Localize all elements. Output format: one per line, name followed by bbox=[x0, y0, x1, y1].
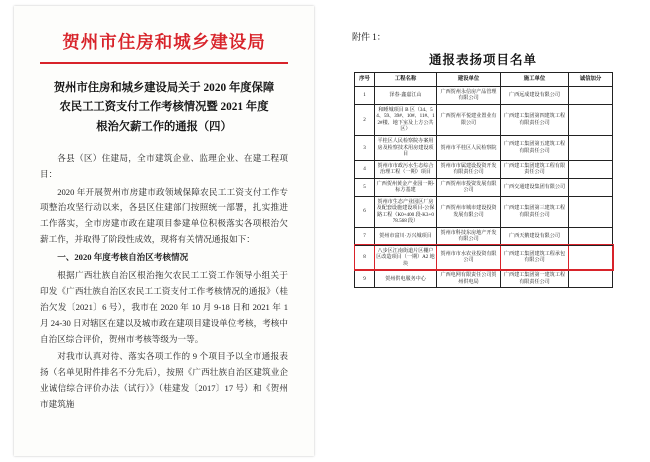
cell-credit bbox=[569, 196, 613, 227]
cell-credit bbox=[569, 104, 613, 135]
section-heading-1: 一、2020 年度考核自治区考核情况 bbox=[57, 252, 189, 263]
document-title-line-2: 农民工工资支付工作考核情况暨 2021 年度 bbox=[59, 101, 269, 114]
cell-owner: 广西电网有限责任公司贺州供电局 bbox=[437, 270, 501, 288]
table-row-highlighted bbox=[355, 245, 613, 270]
cell-project: 贺州市生态产业园区厂房及配套设施建设项目-公保路工程（K0+400 段-K3+078.568 段） bbox=[375, 196, 437, 227]
cell-owner: 广西贺州永信房产品管理有限公司 bbox=[437, 86, 501, 104]
document-title bbox=[40, 79, 288, 137]
cell-credit bbox=[569, 270, 613, 288]
cell-credit bbox=[569, 245, 613, 270]
paragraph-background: 2020 年开展贺州市房建市政领域保障农民工工资支付工作专项整治攻坚行动以来，各县区住建部门按照统一部署，扎实推进工作落实，全市房建市政在建项目参建单位积极落实各项根治欠薪工作，并取得了阶段性成效，现将有关情况通报如下： bbox=[40, 186, 288, 245]
cell-credit bbox=[569, 227, 613, 245]
cell-credit bbox=[569, 178, 613, 196]
right-document-scan bbox=[330, 6, 636, 456]
table-body bbox=[355, 86, 613, 287]
cell-owner: 广西贺州市投资发展有限公司 bbox=[437, 178, 501, 196]
column-header-no: 序号 bbox=[355, 73, 375, 87]
cell-credit bbox=[569, 86, 613, 104]
cell-contractor: 广西建工集团建筑工程承包有限公司 bbox=[501, 245, 569, 270]
column-header-owner: 建设单位 bbox=[437, 73, 501, 87]
cell-contractor: 广西建工集团第一建筑工程有限责任公司 bbox=[501, 270, 569, 288]
column-header-contractor: 施工单位 bbox=[501, 73, 569, 87]
cell-contractor: 广西交通建设集团有限公司 bbox=[501, 178, 569, 196]
cell-no: 3 bbox=[355, 136, 375, 161]
cell-project: 广西贺州黄金产业园一期-标方基建 bbox=[375, 178, 437, 196]
cell-contractor: 广西建工集团第五建筑工程有限责任公司 bbox=[501, 136, 569, 161]
cell-contractor: 广西远成建设有限公司 bbox=[501, 86, 569, 104]
document-title-line-1: 贺州市住房和城乡建设局关于 2020 年度保障 bbox=[53, 82, 275, 95]
cell-owner: 贺州市平桂区人民检察院 bbox=[437, 136, 501, 161]
cell-no: 1 bbox=[355, 86, 375, 104]
left-document-scan bbox=[14, 6, 314, 456]
document-title-line-3: 根治欠薪工作的通报（四） bbox=[96, 120, 232, 133]
cell-no: 7 bbox=[355, 227, 375, 245]
table-header-row bbox=[355, 73, 613, 87]
cell-project: 和睡城项目 B 区（34、54、59、39#、10#、11#、12#楼、地下室及上方公共区） bbox=[375, 104, 437, 135]
cell-contractor: 广西天鹅建设有限公司 bbox=[501, 227, 569, 245]
column-header-credit: 诚信加分 bbox=[569, 73, 613, 87]
attachment-table-title: 通报表扬项目名单 bbox=[428, 53, 537, 67]
cell-contractor: 广西建工集团第四建筑工程有限责任公司 bbox=[501, 104, 569, 135]
paragraph-commendation: 对我市认真对待、落实各项工作的 9 个项目予以全市通报表扬（名单见附件排名不分先后），按照《广西壮族自治区建筑业企业诚信综合评价办法（试行）》（桂建发〔2017〕17 号）和《贺州市建筑施 bbox=[40, 351, 288, 410]
cell-owner: 贺州市科技东房地产开发有限公司 bbox=[437, 227, 501, 245]
cell-project: 泽春·鑫嘉江山 bbox=[375, 86, 437, 104]
cell-owner: 贺州市市属建设投资开发有限责任公司 bbox=[437, 160, 501, 178]
paragraph-assessment: 根据广西壮族自治区根治拖欠农民工工资工作领导小组关于印发《广西壮族自治区农民工工资支付工作考核情况的通报》（桂治欠发〔2021〕6 号），我市在 2020 年 10 月 9-18 日和 2021 年 1 月 24-30 日对辖区在建以及城市政在建项目建设单位考核，考核中自治区综合评价，贺州市考核等级为一等。 bbox=[40, 270, 288, 344]
commendation-table bbox=[354, 72, 613, 288]
cell-project: 八步区江南街道片区棚户区改造项目（一期）A2 地块 bbox=[375, 245, 437, 270]
column-header-project: 工程名称 bbox=[375, 73, 437, 87]
table-row bbox=[355, 136, 613, 161]
table-row bbox=[355, 160, 613, 178]
table-row bbox=[355, 178, 613, 196]
cell-owner: 贺州市市水农业投资有限公司 bbox=[437, 245, 501, 270]
cell-project: 贺州市富川·万兴城项目 bbox=[375, 227, 437, 245]
left-document-body bbox=[14, 6, 314, 425]
table-row bbox=[355, 104, 613, 135]
cell-contractor: 广西建工集团建筑工程有限责任公司 bbox=[501, 160, 569, 178]
document-body-text bbox=[40, 151, 288, 413]
cell-project: 贺州供电服务中心 bbox=[375, 270, 437, 288]
cell-credit bbox=[569, 136, 613, 161]
red-divider-rule bbox=[40, 62, 288, 64]
cell-credit bbox=[569, 160, 613, 178]
cell-no: 6 bbox=[355, 196, 375, 227]
issuing-organization-header: 贺州市住房和城乡建设局 bbox=[62, 32, 266, 52]
cell-no: 9 bbox=[355, 270, 375, 288]
cell-project: 贺州市市政污水生态综合治理工程（一期）项目 bbox=[375, 160, 437, 178]
table-row bbox=[355, 227, 613, 245]
table-row bbox=[355, 270, 613, 288]
cell-no: 2 bbox=[355, 104, 375, 135]
table-row bbox=[355, 86, 613, 104]
attachment-label: 附件 1： bbox=[352, 32, 386, 42]
table-header bbox=[355, 73, 613, 87]
cell-project: 平桂区人民检察院办案用房及检察技术用房建设项目 bbox=[375, 136, 437, 161]
cell-contractor: 广西建工集团第三建筑工程有限责任公司 bbox=[501, 196, 569, 227]
cell-no: 4 bbox=[355, 160, 375, 178]
paragraph-addressee: 各县（区）住建局，全市建筑企业、监理企业、在建工程项目： bbox=[40, 152, 288, 179]
table-row bbox=[355, 196, 613, 227]
cell-no: 5 bbox=[355, 178, 375, 196]
cell-owner: 广西贺州市城市建设投资发展有限公司 bbox=[437, 196, 501, 227]
cell-no: 8 bbox=[355, 245, 375, 270]
cell-owner: 广西贺州平悦建业置业有限公司 bbox=[437, 104, 501, 135]
